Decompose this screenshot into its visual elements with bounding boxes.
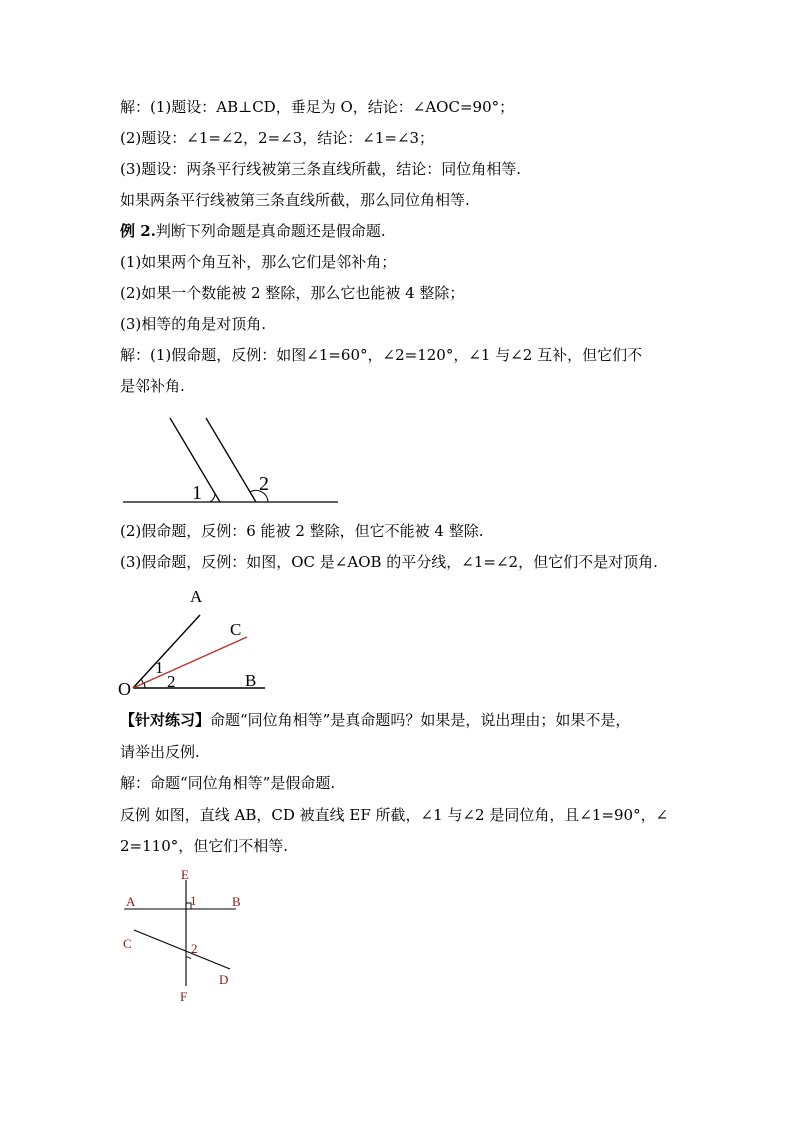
practice-heading [120,709,630,731]
point-o-label: O [118,679,131,698]
text-line: 解：(1)题设：AB⊥CD，垂足为 O，结论：∠AOC=90°； [120,98,515,116]
figure-corresponding-angles [118,862,248,1007]
text-line: (1)如果两个角互补，那么它们是邻补角； [120,253,397,271]
point-e-label: E [181,867,189,882]
angle-2-label: 2 [167,672,176,691]
example-text: 判断下列命题是真命题还是假命题. [155,222,386,240]
figure-angle-bisector [115,583,275,698]
practice-text: 命题“同位角相等”是真命题吗？如果是，说出理由；如果不是， [210,711,631,729]
point-d-label: D [219,972,229,987]
point-a-label: A [190,587,203,606]
angle-1-label: 1 [155,658,164,677]
angle-2-arc [186,957,191,959]
angle-2-label: 2 [191,941,198,956]
angle-1-label: 1 [190,893,197,908]
angle-1-arc [141,679,143,683]
figure-supplementary-angles [118,410,348,510]
angle-2-label: 2 [259,473,269,495]
ray-oc [133,637,247,688]
text-line: 反例 如图，直线 AB，CD 被直线 EF 所截，∠1 与∠2 是同位角，且∠1=90°，∠ [120,806,669,824]
point-f-label: F [180,989,188,1004]
angle-1-arc [210,493,215,502]
ray-2 [206,418,256,502]
text-line: (3)相等的角是对顶角. [120,315,267,333]
practice-label: 【针对练习】 [120,711,211,729]
example-2-heading [120,220,386,242]
angle-1-label: 1 [192,482,202,504]
point-b-label: B [245,671,257,690]
text-line: 解：命题“同位角相等”是假命题. [120,774,336,792]
text-line: (3)假命题，反例：如图，OC 是∠AOB 的平分线，∠1=∠2，但它们不是对顶角. [120,553,658,571]
point-a-label: A [126,894,136,909]
text-line: 如果两条平行线被第三条直线所截，那么同位角相等. [120,191,470,209]
text-line: (2)假命题，反例：6 能被 2 整除，但它不能被 4 整除. [120,522,484,540]
text-line: 解：(1)假命题，反例：如图∠1=60°，∠2=120°，∠1 与∠2 互补，但它们不 [120,346,643,364]
text-line: (2)题设：∠1=∠2，2=∠3，结论：∠1=∠3； [120,129,435,147]
example-label: 例 2. [120,222,156,240]
line-cd [134,930,230,969]
text-line: 是邻补角. [120,377,185,395]
text-line: 请举出反例. [120,743,200,761]
point-c-label: C [230,620,242,639]
text-line: 2=110°，但它们不相等. [120,837,289,855]
text-line: (3)题设：两条平行线被第三条直线所截，结论：同位角相等. [120,160,522,178]
point-b-label: B [232,894,241,909]
angle-2-arc [144,683,145,688]
text-line: (2)如果一个数能被 2 整除，那么它也能被 4 整除； [120,284,465,302]
point-c-label: C [123,936,132,951]
